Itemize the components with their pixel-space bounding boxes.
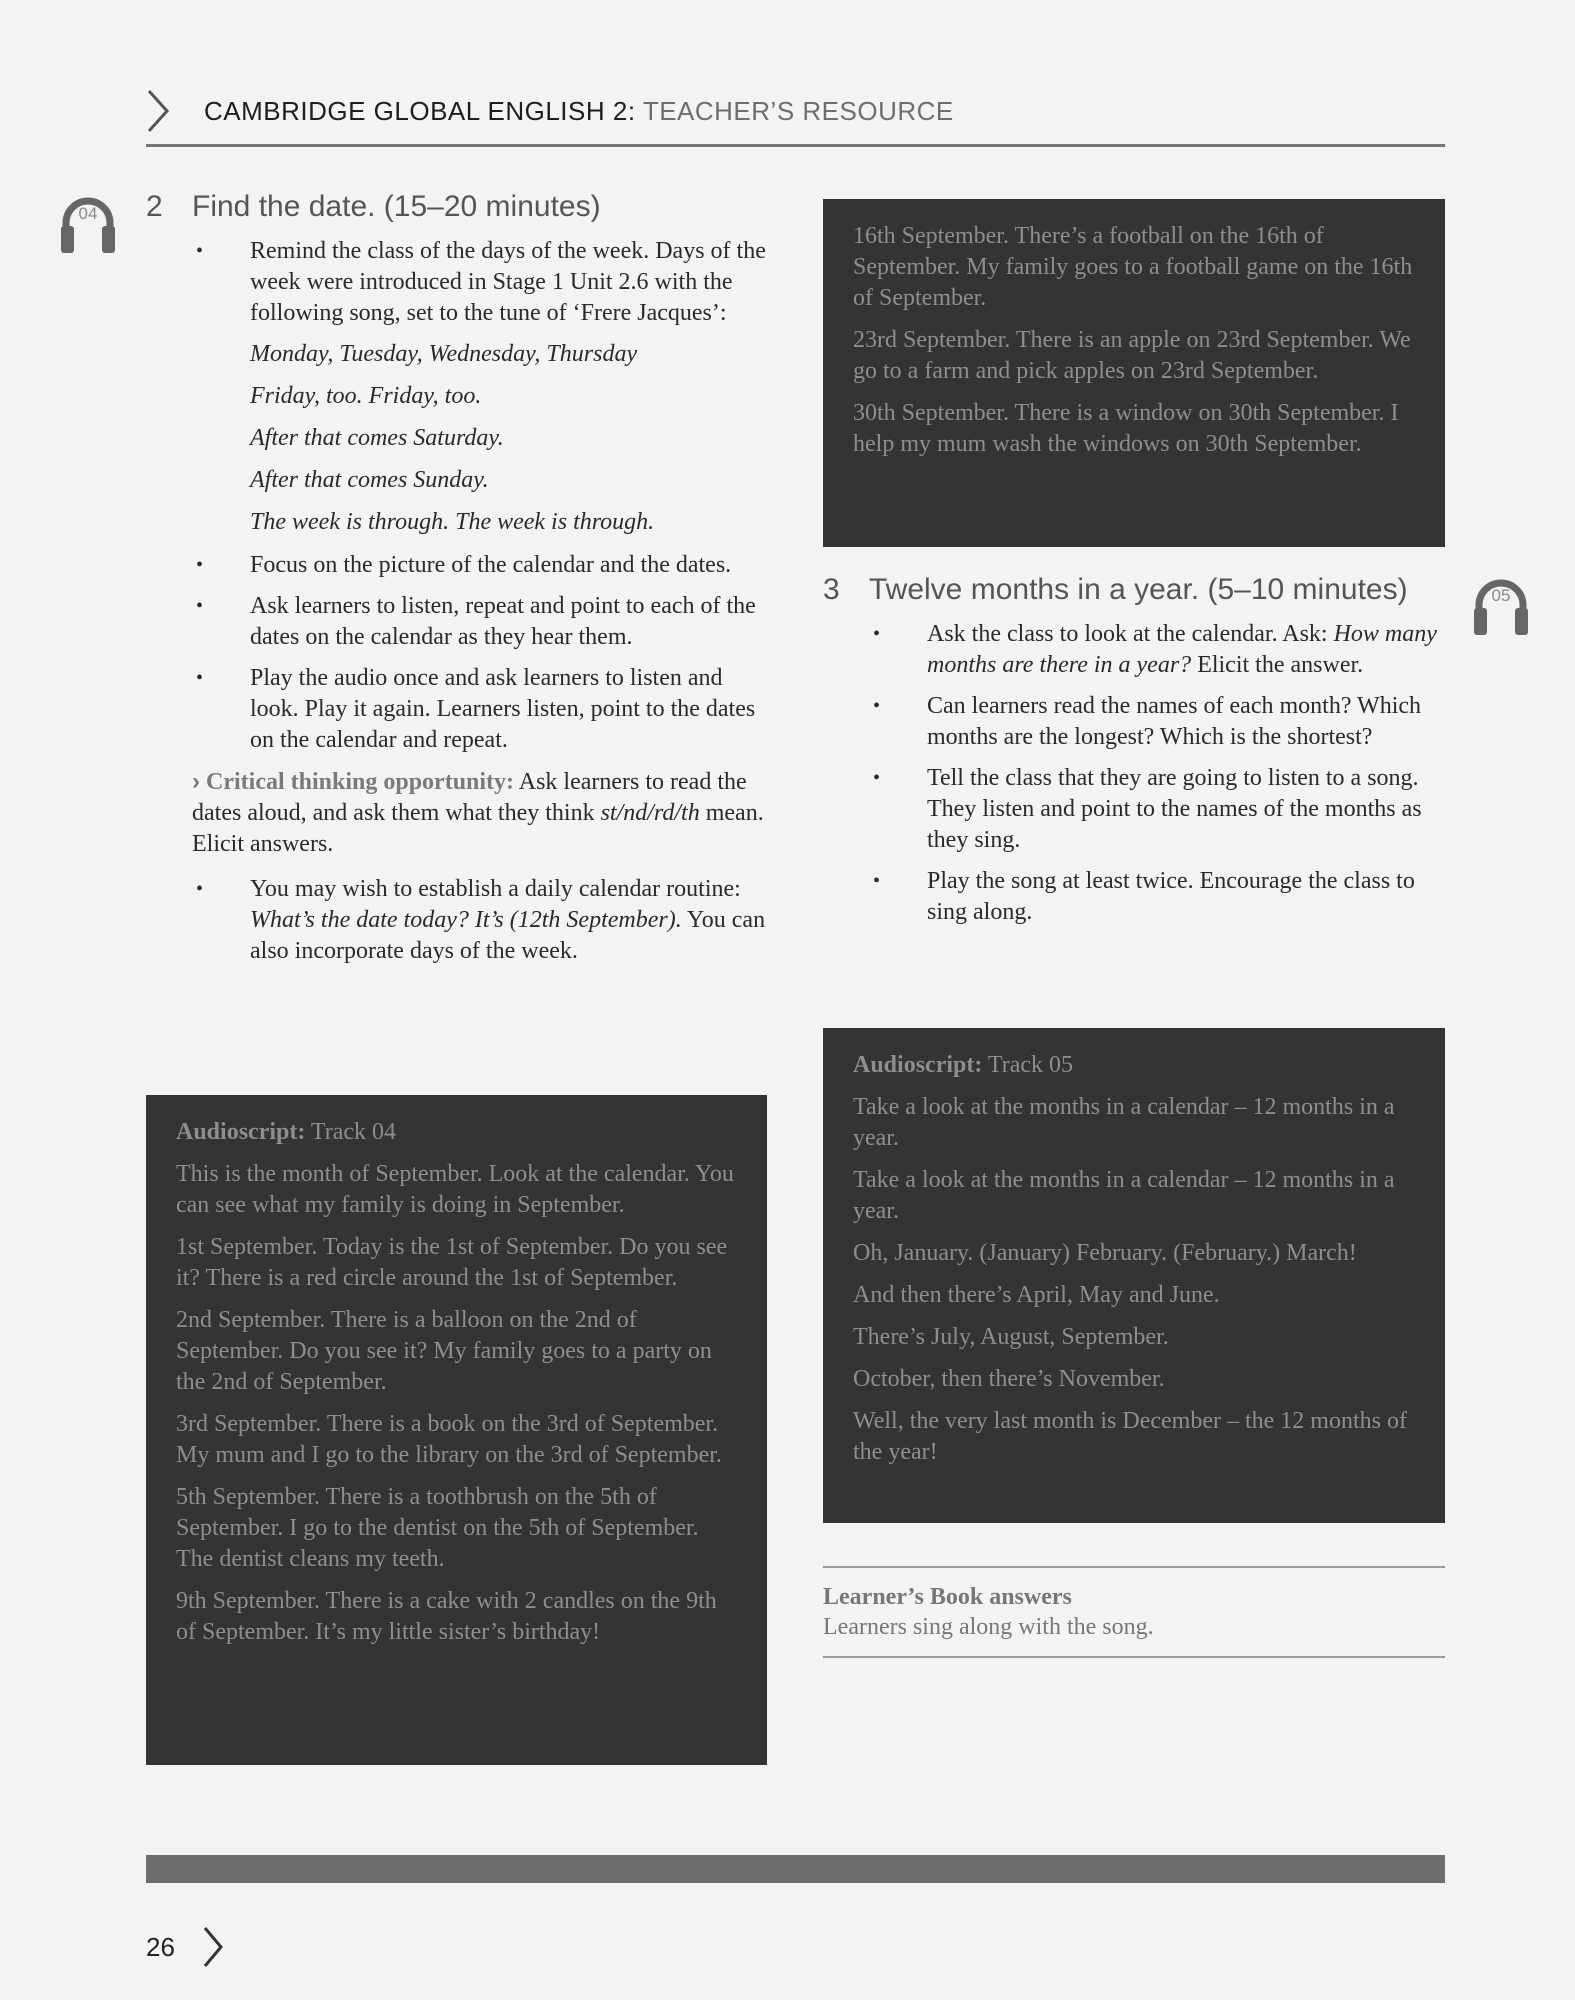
bullet-icon: • [873,695,881,717]
audioscript-paragraph: 3rd September. There is a book on the 3rd of September. My mum and I go to the library on the 3rd of September. [176,1411,722,1468]
headphones-graphic [1470,575,1532,637]
list-item [823,619,1445,681]
list-item-text: Play the audio once and ask learners to listen and look. Play it again. Learners listen, point to the dates on the calendar and repeat. [250,665,756,753]
audioscript-paragraph: October, then there’s November. [853,1366,1165,1392]
bullet-icon: • [196,667,204,689]
song-lyrics [146,339,766,538]
bullet-icon: • [873,870,881,892]
audioscript-box [823,1028,1445,1523]
audio-track-number: 04 [78,204,98,223]
section-title: Find the date. (15–20 minutes) [192,190,601,223]
bullet-icon: • [196,554,204,576]
critical-thinking-text-end: mean. Elicit answers. [192,800,764,857]
audioscript-box [146,1095,767,1765]
section-2-list-final [146,874,766,967]
audioscript-paragraph: And then there’s April, May and June. [853,1282,1220,1308]
song-line: Monday, Tuesday, Wednesday, Thursday [250,341,638,367]
bullet-icon: • [196,878,204,900]
audioscript-paragraph: Well, the very last month is December – the 12 months of the year! [853,1408,1407,1465]
list-item-text: Play the song at least twice. Encourage the class to sing along. [927,868,1415,925]
list-item [823,763,1445,856]
list-item [823,866,1445,928]
song-line: The week is through. The week is through. [250,509,655,535]
section-title: Twelve months in a year. (5–10 minutes) [869,573,1408,606]
bullet-icon: • [196,595,204,617]
song-line: After that comes Saturday. [250,425,504,451]
audioscript-paragraph: 23rd September. There is an apple on 23rd September. We go to a farm and pick apples on 23rd September. [853,327,1411,384]
chevron-right-icon [146,88,170,134]
song-line: Friday, too. Friday, too. [250,383,482,409]
page-header [146,82,1445,147]
song-line: After that comes Sunday. [250,467,489,493]
chevron-right-icon: › [192,768,200,795]
answers-text: Learners sing along with the song. [823,1614,1154,1640]
chevron-right-icon[interactable] [202,1925,224,1969]
bullet-icon: • [873,767,881,789]
audioscript-paragraph: Take a look at the months in a calendar – 12 months in a year. [853,1167,1395,1224]
list-item-text: Ask learners to listen, repeat and point to each of the dates on the calendar as they hear them. [250,593,756,650]
list-item [146,550,766,581]
bullet-icon: • [873,623,881,645]
list-item-text-end: You can also incorporate days of the week. [250,907,766,964]
audioscript-paragraph: 9th September. There is a cake with 2 candles on the 9th of September. It’s my little sister’s birthday! [176,1588,717,1645]
audioscript-paragraph: 5th September. There is a toothbrush on the 5th of September. I go to the dentist on the 5th of September. The dentist cleans my teeth. [176,1484,699,1572]
list-item-text-end: Elicit the answer. [1197,652,1364,678]
page-number: 26 [146,1932,175,1962]
audioscript-continued-box [823,199,1445,547]
audioscript-label: Audioscript: [176,1119,306,1145]
critical-thinking-text: Ask learners to read the dates aloud, and ask them what they think [192,769,747,826]
answers-title: Learner’s Book answers [823,1584,1072,1610]
list-item-italic: What’s the date today? It’s (12th September). [250,907,682,933]
critical-thinking-note [146,766,766,860]
list-item-text: You may wish to establish a daily calendar routine: [250,876,741,902]
book-title-sub: TEACHER’S RESOURCE [642,96,954,126]
audioscript-paragraph: 16th September. There’s a football on the 16th of September. My family goes to a football game on the 16th of September. [853,223,1413,311]
headphones-graphic [57,193,119,255]
audioscript-paragraph: Oh, January. (January) February. (February.) March! [853,1240,1357,1266]
audioscript-paragraph: 2nd September. There is a balloon on the 2nd of September. Do you see it? My family goes to a party on the 2nd of September. [176,1307,712,1395]
section-number: 2 [146,190,163,223]
list-item [146,663,766,756]
critical-thinking-label: Critical thinking opportunity: [206,769,515,795]
section-3-list [823,619,1445,928]
critical-thinking-italic: st/nd/rd/th [600,800,700,826]
list-item-text: Remind the class of the days of the week. Days of the week were introduced in Stage 1 Unit 2.6 with the following song, set to the tune of ‘Frere Jacques’: [250,238,766,326]
audioscript-paragraph: 1st September. Today is the 1st of September. Do you see it? There is a red circle around the 1st of September. [176,1234,728,1291]
learners-book-answers [823,1566,1445,1658]
headphones-icon[interactable] [1470,575,1532,637]
headphones-icon[interactable] [57,193,119,255]
section-3 [823,573,1445,938]
audioscript-paragraph: There’s July, August, September. [853,1324,1169,1350]
list-item [146,236,766,329]
audioscript-heading [176,1117,737,1148]
audioscript-label: Audioscript: [853,1052,983,1078]
book-title-main: CAMBRIDGE GLOBAL ENGLISH 2: [204,96,636,126]
audioscript-paragraph: 30th September. There is a window on 30th September. I help my mum wash the windows on 30th September. [853,400,1399,457]
audioscript-paragraph: Take a look at the months in a calendar – 12 months in a year. [853,1094,1395,1151]
audioscript-heading [853,1050,1415,1081]
list-item [823,691,1445,753]
section-2-list [146,236,766,329]
book-title [204,96,954,127]
list-item-italic: How many months are there in a year? [927,621,1437,678]
list-item-text: Tell the class that they are going to listen to a song. They listen and point to the names of the months as they sing. [927,765,1422,853]
audio-track-number: 05 [1491,586,1511,605]
audioscript-paragraph: This is the month of September. Look at the calendar. You can see what my family is doing in September. [176,1161,734,1218]
bullet-icon: • [196,240,204,262]
list-item-text: Ask the class to look at the calendar. Ask: [927,621,1328,647]
list-item-text: Can learners read the names of each month? Which months are the longest? Which is the shortest? [927,693,1422,750]
audioscript-track: Track 05 [987,1052,1074,1078]
audioscript-track: Track 04 [310,1119,397,1145]
list-item [146,591,766,653]
left-column [146,190,766,977]
section-2-list-continued [146,550,766,756]
section-2-heading [146,190,766,224]
footer-bar [146,1855,1445,1883]
list-item-text: Focus on the picture of the calendar and the dates. [250,552,732,578]
section-number: 3 [823,573,840,606]
list-item [146,874,766,967]
section-3-heading [823,573,1445,607]
